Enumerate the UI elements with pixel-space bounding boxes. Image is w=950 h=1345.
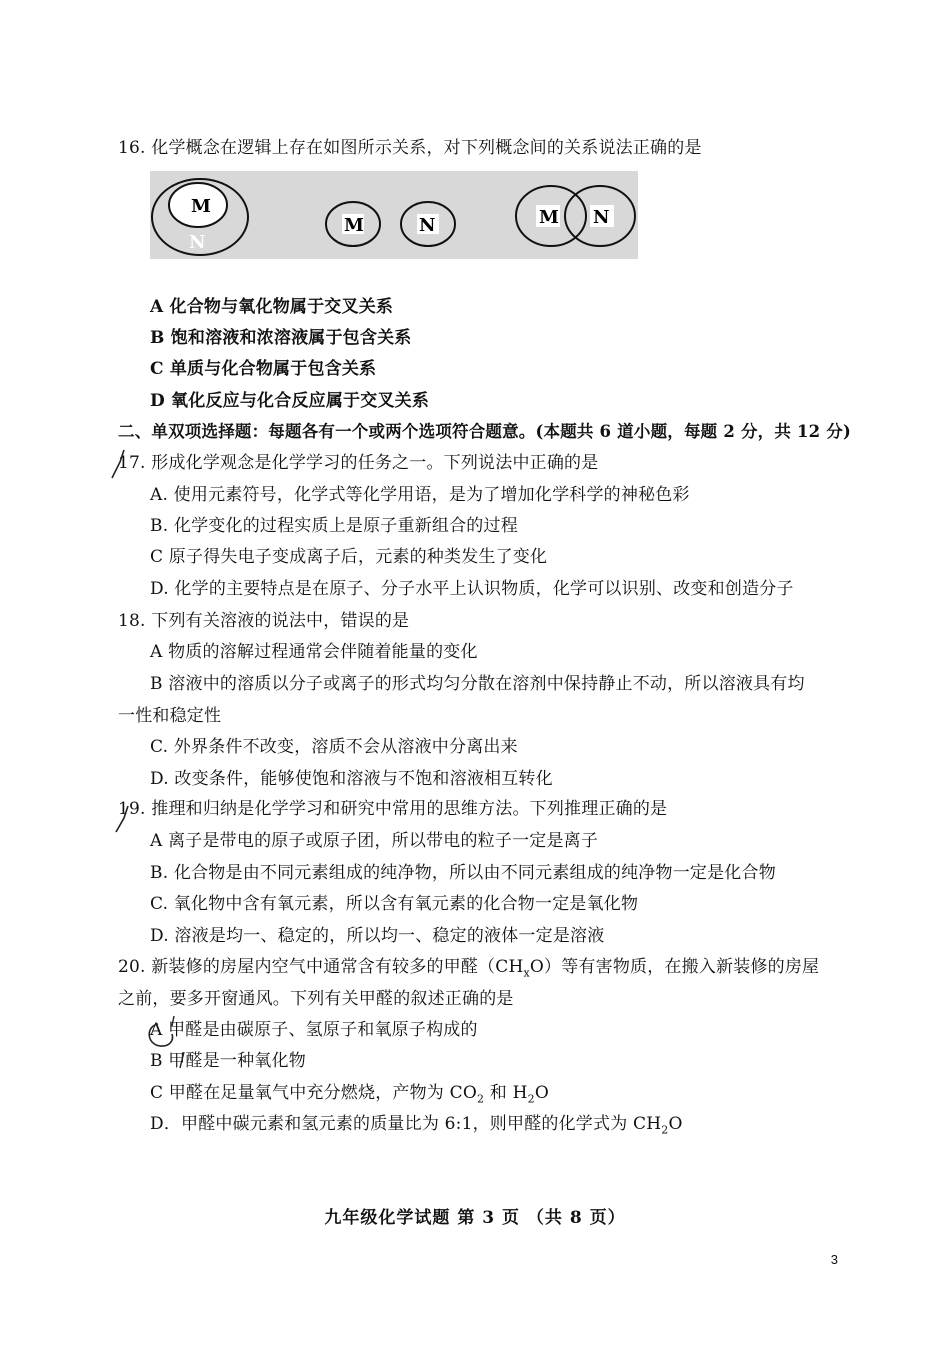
q20-option-a: A 甲醛是由碳原子、氢原子和氧原子构成的	[150, 1020, 478, 1040]
label-m-1: M	[191, 196, 211, 217]
q18-stem: 18. 下列有关溶液的说法中，错误的是	[118, 611, 410, 631]
q18-option-b: B 溶液中的溶质以分子或离子的形式均匀分散在溶剂中保持静止不动，所以溶液具有均	[150, 674, 805, 694]
q20-option-d-sub: 2	[661, 1123, 669, 1137]
q16-option-b: B 饱和溶液和浓溶液属于包含关系	[150, 328, 412, 348]
q20-stem-continued: 之前，要多开窗通风。下列有关甲醛的叙述正确的是	[118, 989, 514, 1009]
q19-option-d: D. 溶液是均一、稳定的，所以均一、稳定的液体一定是溶液	[150, 926, 605, 946]
q20-option-d-part2: O	[668, 1114, 683, 1134]
label-m-3: M	[539, 207, 559, 228]
q19-stem: 19. 推理和归纳是化学学习和研究中常用的思维方法。下列推理正确的是	[118, 799, 668, 819]
q20-option-c-part2: 和 H	[484, 1083, 528, 1103]
q19-option-b: B. 化合物是由不同元素组成的纯净物，所以由不同元素组成的纯净物一定是化合物	[150, 863, 776, 883]
q17-stem: 17. 形成化学观念是化学学习的任务之一。下列说法中正确的是	[118, 453, 599, 473]
q17-option-c: C 原子得失电子变成离子后，元素的种类发生了变化	[150, 547, 548, 567]
q20-option-c-sub2: 2	[527, 1092, 535, 1106]
q18-option-a: A 物质的溶解过程通常会伴随着能量的变化	[150, 642, 478, 662]
pen-circle-q20-a	[149, 1024, 172, 1046]
q18-option-b-continued: 一性和稳定性	[118, 706, 222, 726]
q16-option-d: D 氧化反应与化合反应属于交叉关系	[150, 391, 430, 411]
q19-option-a: A 离子是带电的原子或原子团，所以带电的粒子一定是离子	[150, 831, 599, 851]
q20-option-c-sub1: 2	[476, 1092, 485, 1106]
pen-tick-q20-b	[180, 1052, 184, 1068]
q16-option-c: C 单质与化合物属于包含关系	[150, 359, 377, 379]
q20-stem-part1: 20. 新装修的房屋内空气中通常含有较多的甲醛（CH	[118, 957, 524, 977]
page-number: 3	[830, 1252, 838, 1267]
label-m-2: M	[344, 215, 364, 236]
pen-mark-q19	[116, 806, 128, 832]
q17-option-a: A. 使用元素符号，化学式等化学用语，是为了增加化学科学的神秘色彩	[150, 485, 690, 505]
label-n-2: N	[419, 215, 436, 236]
q18-option-d: D. 改变条件，能够使饱和溶液与不饱和溶液相互转化	[150, 769, 553, 789]
q20-stem-sub: x	[523, 966, 530, 980]
q20-option-b: B 甲醛是一种氧化物	[150, 1051, 306, 1071]
q18-option-c: C. 外界条件不改变，溶质不会从溶液中分离出来	[150, 737, 518, 757]
q19-option-c: C. 氧化物中含有氧元素，所以含有氧元素的化合物一定是氧化物	[150, 894, 639, 914]
q16-stem: 16. 化学概念在逻辑上存在如图所示关系，对下列概念间的关系说法正确的是	[118, 138, 702, 158]
q20-option-c-part3: O	[534, 1083, 549, 1103]
q16-option-a: A 化合物与氧化物属于交叉关系	[150, 297, 394, 317]
section2-title: 二、单双项选择题：每题各有一个或两个选项符合题意。(本题共 6 道小题，每题 2 分，共 12 分)	[118, 422, 852, 441]
q20-option-c-part1: C 甲醛在足量氧气中充分燃烧，产物为 CO	[150, 1083, 477, 1103]
label-n-1: N	[189, 232, 206, 253]
q17-option-b: B. 化学变化的过程实质上是原子重新组合的过程	[150, 516, 518, 536]
pen-tick-q20-a	[172, 1016, 174, 1026]
pen-mark-q17	[112, 450, 124, 478]
q20-option-d-part1: D．甲醛中碳元素和氢元素的质量比为 6:1，则甲醛的化学式为 CH	[150, 1114, 662, 1134]
q17-option-d: D. 化学的主要特点是在原子、分子水平上认识物质，化学可以识别、改变和创造分子	[150, 579, 794, 599]
q20-stem-part2: O）等有害物质，在搬入新装修的房屋	[529, 957, 820, 977]
page-footer: 九年级化学试题 第 3 页 （共 8 页）	[324, 1208, 626, 1228]
label-n-3: N	[593, 207, 610, 228]
